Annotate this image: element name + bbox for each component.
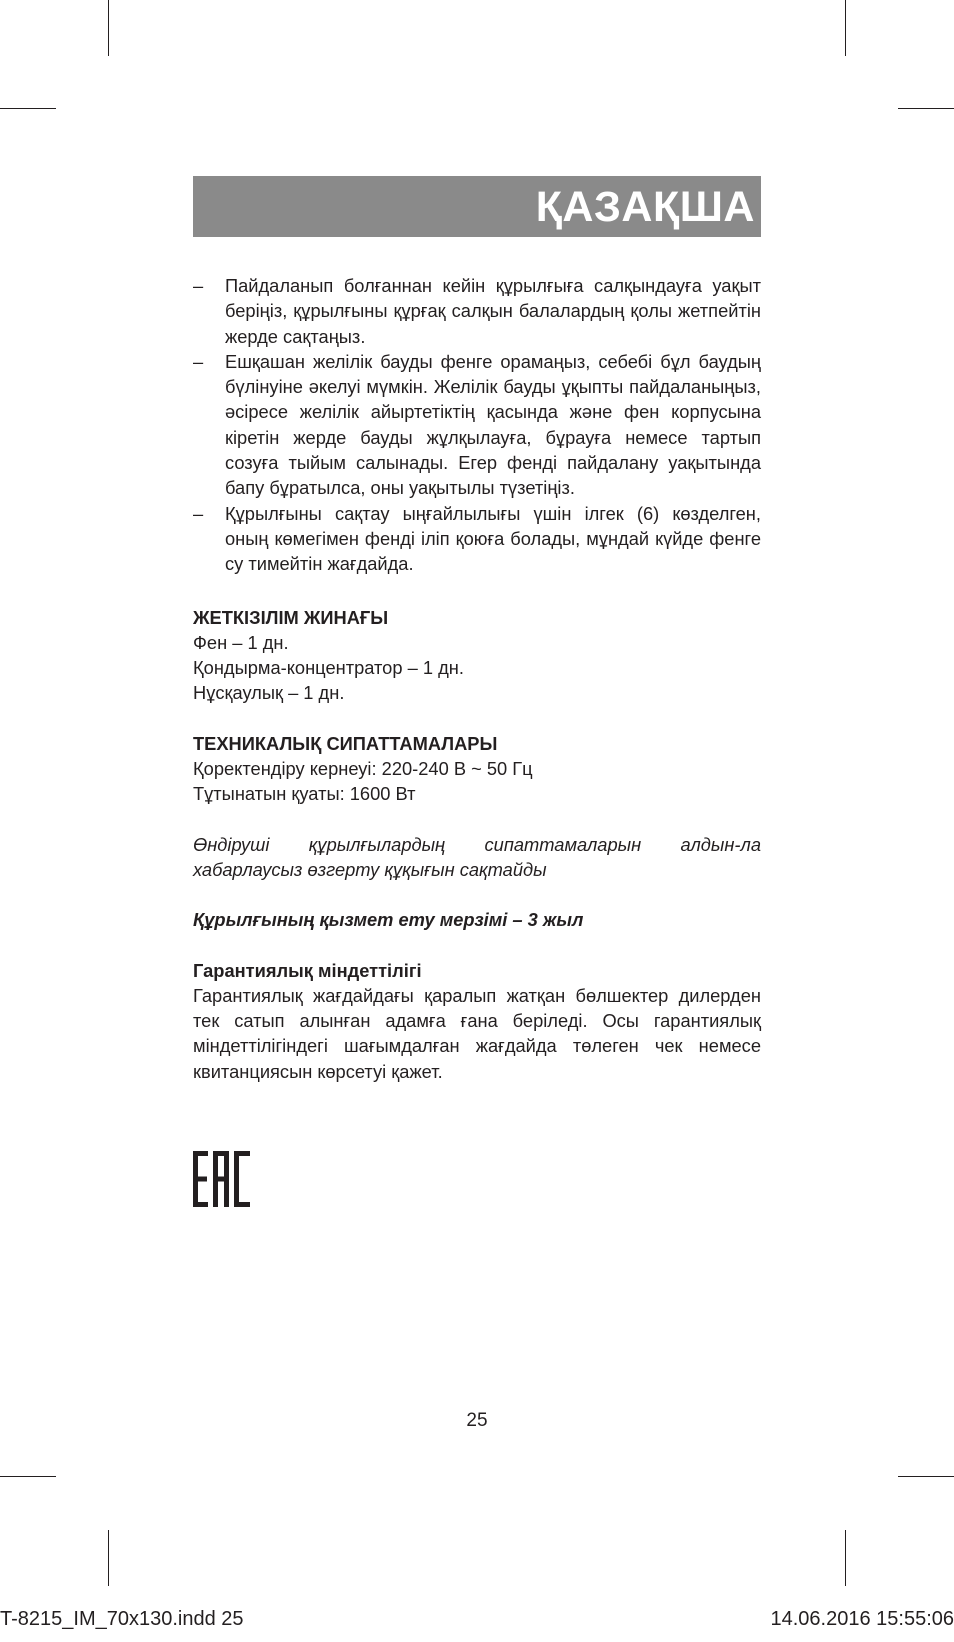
list-item [193,501,761,577]
list-item-text: Пайдаланып болғаннан кейін құрылғыға салқындауға уақыт беріңіз, құрылғыны құрғақ салқын балалардың қолы жетпейтін жерде сақтаңыз. [225,275,761,347]
crop-mark-top-right [845,0,846,56]
crop-mark-bottom-right [845,1530,846,1586]
list-item-text: Құрылғыны сақтау ыңғайлылығы үшін ілгек (6) көзделген, оның көмегімен фенді іліп қоюға болады, мұндай күйде фенге су тимейтін жағдайда. [225,502,761,575]
language-title: ҚАЗАҚША [535,183,755,231]
list-item [193,273,761,349]
page-number: 25 [466,1410,488,1431]
warranty-text: Гарантиялық жағдайдағы қаралып жатқан бөлшектер дилерден тек сатып алынған адамға ғана беріледі. Осы гарантиялық міндеттілігіндегі шағымдалған жағдайда төлеген чек немесе квитанциясын көрсетуі қажет. [193,984,761,1082]
print-slug-file: T-8215_IM_70x130.indd 25 [0,1608,244,1630]
warranty-title: Гарантиялық міндеттілігі [193,959,422,981]
bullet-dash: – [193,502,204,524]
crop-mark-top-left [108,0,109,56]
crop-mark-right-lower [898,1476,954,1477]
crop-mark-right-upper [898,108,954,109]
package-title: ЖЕТКІЗІЛІМ ЖИНАҒЫ [193,606,389,628]
print-slug-datetime: 14.06.2016 15:55:06 [770,1608,954,1630]
spec-item: Тұтынатын қуаты: 1600 Вт [193,783,416,805]
package-item: Қондырма-концентратор – 1 дн. [193,657,464,679]
package-item: Нұсқаулық – 1 дн. [193,682,345,704]
eac-certification-logo [193,1151,250,1207]
language-header-band [193,176,761,237]
service-life: Құрылғының қызмет ету мерзімі – 3 жыл [193,909,584,931]
bullet-dash: – [193,275,204,296]
crop-mark-bottom-left [108,1530,109,1586]
list-item-text: Ешқашан желілік бауды фенге орамаңыз, себебі бұл баудың бүлінуіне әкелуі мүмкін. Желілік бауды ұқыпты пайдаланыңыз, әсіресе желілік айыртетіктің қасында және фен корпусына кіретін жерде бауды жұлқылауға, бұрауға немесе тартып созуға тыйым салынады. Егер фенді пайдалану уақытында бапу бұратылса, оны уақытылы түзетіңіз. [225,350,761,499]
specs-section [193,731,761,807]
page-content [193,273,761,1084]
crop-mark-left-upper [0,108,56,109]
manufacturer-note: Өндіруші құрылғылардың сипаттамаларын алдын-ла хабарлаусыз өзгерту құқығын сақтайды [193,833,761,880]
warranty-section [193,958,761,1084]
spec-item: Қоректендіру кернеуі: 220-240 В ~ 50 Гц [193,758,533,780]
package-section [193,605,761,706]
specs-title: ТЕХНИКАЛЫҚ СИПАТТАМАЛАРЫ [193,732,498,754]
list-item [193,349,761,501]
crop-mark-left-lower [0,1476,56,1477]
package-item: Фен – 1 дн. [193,631,289,653]
instruction-list [193,273,761,577]
bullet-dash: – [193,350,204,372]
